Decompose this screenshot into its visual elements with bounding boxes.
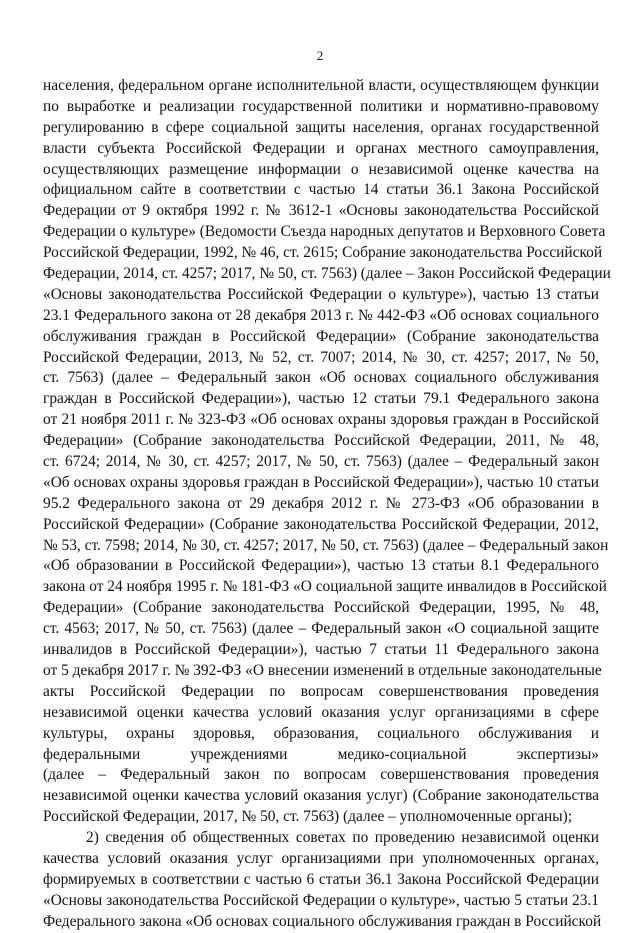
text-line: по выработке и реализации государственной политики и нормативно-правовому <box>43 97 599 115</box>
text-line: (далее – Федеральный закон по вопросам совершенствования проведения <box>43 766 599 784</box>
text-line: «Основы законодательства Российской Федерации о культуре», частью 5 статьи 23.1 <box>43 891 599 909</box>
text-line: инвалидов в Российской Федерации»), частью 7 статьи 11 Федерального закона <box>43 641 599 659</box>
text-line: Федерации от 9 октября 1992 г. № 3612-1 «Основы законодательства Российской <box>43 202 599 220</box>
text-line: 23.1 Федерального закона от 28 декабря 2013 г. № 442-ФЗ «Об основах социального <box>43 306 599 324</box>
text-line: ст. 7563) (далее – Федеральный закон «Об основах социального обслуживания <box>43 369 599 387</box>
text-line: Федерации, 2014, ст. 4257; 2017, № 50, ст. 7563) (далее – Закон Российской Федерации <box>43 265 611 283</box>
text-line: от 21 ноября 2011 г. № 323-ФЗ «Об основах охраны здоровья граждан в Российской <box>43 411 599 429</box>
text-line: 2) сведения об общественных советах по проведению независимой оценки <box>86 829 599 847</box>
text-line: ст. 4563; 2017, № 50, ст. 7563) (далее – Федеральный закон «О социальной защите <box>43 620 599 638</box>
text-line: Федерального закона «Об основах социального обслуживания граждан в Российской <box>43 912 602 930</box>
text-line: Российской Федерации, 2017, № 50, ст. 7563) (далее – уполномоченные органы); <box>43 808 573 826</box>
text-line: федеральными учреждениями медико-социальной экспертизы» <box>43 745 599 763</box>
text-line: регулированию в сфере социальной защиты населения, органах государственной <box>43 118 599 136</box>
text-line: 95.2 Федерального закона от 29 декабря 2012 г. № 273-ФЗ «Об образовании в <box>43 494 599 512</box>
text-line: № 53, ст. 7598; 2014, № 30, ст. 4257; 2017, № 50, ст. 7563) (далее – Федеральный закон <box>43 536 609 554</box>
text-line: Российской Федерации» (Собрание законодательства Российской Федерации, 2012, <box>43 515 599 533</box>
text-line: власти субъекта Российской Федерации и органах местного самоуправления, <box>43 139 599 157</box>
text-line: акты Российской Федерации по вопросам совершенствования проведения <box>43 682 599 700</box>
document-text <box>43 76 611 933</box>
text-line: Федерации о культуре» (Ведомости Съезда народных депутатов и Верховного Совета <box>43 223 606 241</box>
text-line: формируемых в соответствии с частью 6 статьи 36.1 Закона Российской Федерации <box>43 870 599 888</box>
text-line: от 5 декабря 2017 г. № 392-ФЗ «О внесении изменений в отдельные законодательные <box>43 661 602 679</box>
text-line: «Об образовании в Российской Федерации»), частью 13 статьи 8.1 Федерального <box>43 557 599 575</box>
text-line: обслуживания граждан в Российской Федерации» (Собрание законодательства <box>43 327 599 345</box>
text-line: ст. 6724; 2014, № 30, ст. 4257; 2017, № 50, ст. 7563) (далее – Федеральный закон <box>43 453 599 471</box>
text-line: Российской Федерации, 2013, № 52, ст. 7007; 2014, № 30, ст. 4257; 2017, № 50, <box>43 348 599 366</box>
page-number: 2 <box>316 48 324 63</box>
text-line: Российской Федерации, 1992, № 46, ст. 2615; Собрание законодательства Российской <box>43 244 603 262</box>
text-line: «Основы законодательства Российской Федерации о культуре»), частью 13 статьи <box>43 285 599 303</box>
text-line: независимой оценки качества условий оказания услуг организациями в сфере <box>43 703 599 721</box>
text-line: культуры, охраны здоровья, образования, социального обслуживания и <box>43 724 599 742</box>
text-line: независимой оценки качества условий оказания услуг) (Собрание законодательства <box>43 787 599 805</box>
text-line: граждан в Российской Федерации»), частью 12 статьи 79.1 Федерального закона <box>43 390 599 408</box>
text-line: качества условий оказания услуг организациями при уполномоченных органах, <box>43 849 599 867</box>
text-line: закона от 24 ноября 1995 г. № 181-ФЗ «О социальной защите инвалидов в Российской <box>43 578 607 596</box>
text-line: населения, федеральном органе исполнительной власти, осуществляющем функции <box>43 77 599 94</box>
text-line: официальном сайте в соответствии с частью 14 статьи 36.1 Закона Российской <box>43 181 599 199</box>
text-line: осуществляющих размещение информации о независимой оценке качества на <box>43 160 599 178</box>
text-line: Федерации» (Собрание законодательства Российской Федерации, 2011, № 48, <box>43 432 599 450</box>
text-line: Федерации» (Собрание законодательства Российской Федерации, 1995, № 48, <box>43 599 599 617</box>
text-line: «Об основах охраны здоровья граждан в Российской Федерации»), частью 10 статьи <box>43 473 599 491</box>
